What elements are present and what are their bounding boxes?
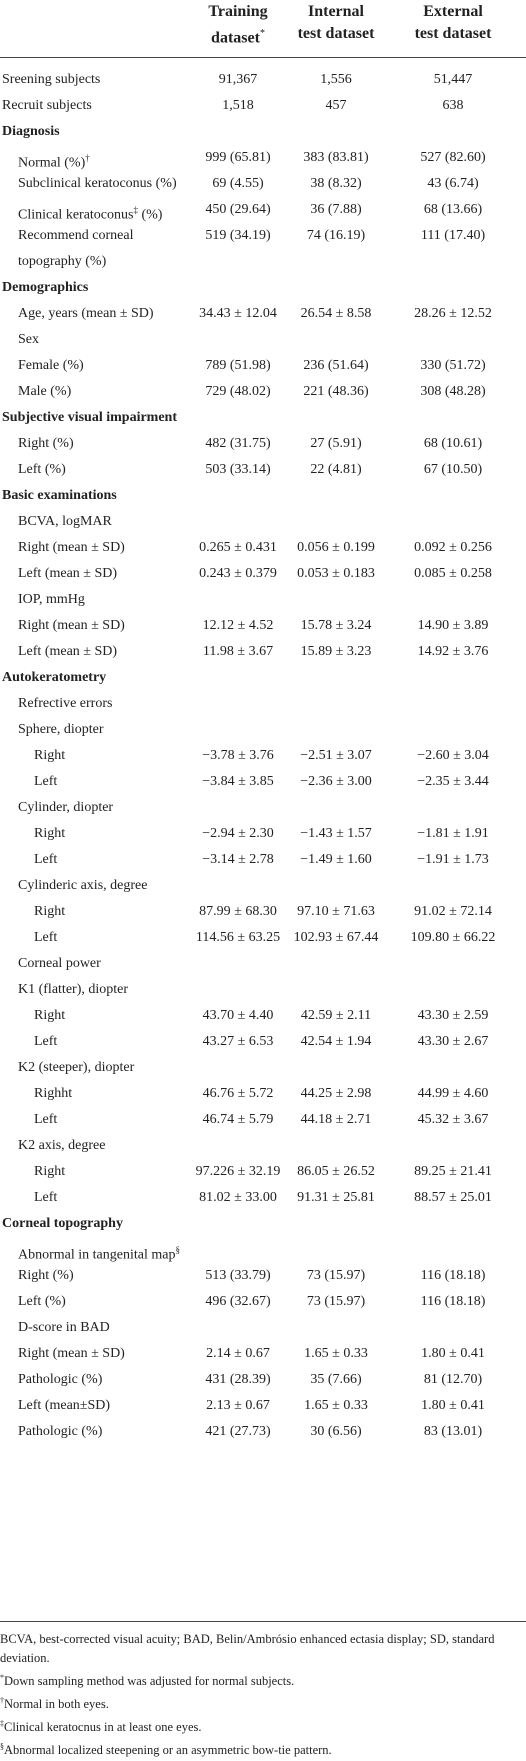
section-header-row [0,405,526,431]
cell-external: 1.80 ± 0.41 [421,1346,485,1361]
cell-external: 28.26 ± 12.52 [414,306,492,321]
header-training-text: dataset [211,29,260,47]
subheader-row [0,717,526,743]
cell-external: 88.57 ± 25.01 [414,1190,492,1205]
table-row [0,197,526,223]
row-label [34,925,57,951]
row-label-text: Right (mean ± SD) [18,618,125,633]
table-bottom-rule [0,1621,526,1622]
header-external-line2: test dataset [414,25,492,42]
subheader-row [0,509,526,535]
cell-external: 81 (12.70) [423,1372,483,1387]
row-label [2,67,100,93]
row-label [18,1289,66,1315]
cell-internal: 44.25 ± 2.98 [300,1086,372,1101]
row-label [18,639,117,665]
table-row [0,457,526,483]
cell-internal: −2.51 ± 3.07 [300,748,372,763]
cell-internal: 236 (51.64) [303,358,369,373]
row-label-text: Left (mean ± SD) [18,566,118,581]
cell-internal: 1.65 ± 0.33 [304,1346,368,1361]
cell-internal: −1.49 ± 1.60 [300,852,372,867]
row-label [18,561,117,587]
row-label-text: Right [34,1008,66,1023]
row-label [2,93,92,119]
row-label [34,1107,57,1133]
table-row [0,301,526,327]
cell-training: 519 (34.19) [205,228,271,243]
cell-external: 68 (10.61) [423,436,483,451]
table-row [0,1263,526,1289]
cell-training: 34.43 ± 12.04 [199,306,277,321]
table-row [0,613,526,639]
section-header-row [0,1211,526,1237]
row-label [18,457,66,483]
row-label [34,1159,65,1185]
footnote-mark: † [85,153,90,163]
table-row [0,1185,526,1211]
row-label-text: Left [34,1034,58,1049]
row-label-text: Left [34,852,58,867]
cell-training: 81.02 ± 33.00 [199,1190,277,1205]
cell-internal: 91.31 ± 25.81 [297,1190,375,1205]
cell-training: 43.70 ± 4.40 [202,1008,274,1023]
footnote-dagger-mark: † [0,1696,4,1706]
footnote-dagger-text: Normal in both eyes. [4,1697,109,1712]
subheader-row [0,691,526,717]
table-row [0,1289,526,1315]
cell-training: 482 (31.75) [205,436,271,451]
cell-external: 116 (18.18) [420,1268,486,1283]
row-label [34,769,57,795]
row-label [18,353,84,379]
table-row [0,769,526,795]
cell-training: 97.226 ± 32.19 [195,1164,281,1179]
row-label-text: K2 axis, degree [18,1138,106,1153]
row-label-text: Right (mean ± SD) [18,540,125,555]
table-row [0,925,526,951]
cell-external: 83 (13.01) [423,1424,483,1439]
row-label-text: Clinical keratoconus [18,207,134,223]
cell-internal: 0.053 ± 0.183 [297,566,375,581]
footnote-abbreviations: BCVA, best-corrected visual acuity; BAD, Belin/Ambrósio enhanced ectasia display; SD, standard deviation. [0,1632,495,1665]
table-row [0,1419,526,1445]
cell-internal: 97.10 ± 71.63 [297,904,375,919]
table-row [0,379,526,405]
row-label [18,1315,110,1341]
footnote-section-mark: § [0,1742,4,1752]
footnote-star-mark: * [0,1673,4,1682]
header-external-line1: External [423,3,483,20]
subheader-row [0,1055,526,1081]
cell-training: 46.76 ± 5.72 [202,1086,274,1101]
cell-internal: 1,556 [320,72,352,87]
cell-internal: 42.59 ± 2.11 [300,1008,372,1023]
row-label [18,1341,125,1367]
table-row [0,1393,526,1419]
table-row [0,561,526,587]
cell-training: 421 (27.73) [205,1424,271,1439]
cell-external: 116 (18.18) [420,1294,486,1309]
row-label-text: Sphere, diopter [18,722,104,737]
header-training-line1: Training [208,3,268,20]
row-label-text: Righht [34,1086,73,1101]
cell-external: 43.30 ± 2.67 [417,1034,489,1049]
cell-training: 87.99 ± 68.30 [199,904,277,919]
row-label-text: Age, years (mean ± SD) [18,306,154,321]
row-label-text: Recruit subjects [2,98,92,113]
cell-external: −2.35 ± 3.44 [417,774,489,789]
footnote-star-text: Down sampling method was adjusted for normal subjects. [4,1674,295,1689]
header-training [184,1,292,49]
footnote-double-dagger-mark: ‡ [0,1719,4,1729]
cell-internal: 22 (4.81) [310,462,362,477]
row-label [18,1133,105,1159]
row-label [2,275,88,301]
table-row [0,743,526,769]
subheader-row [0,873,526,899]
section-header-row [0,119,526,145]
row-label-text: Right (mean ± SD) [18,1346,125,1361]
footnote-double-dagger [0,1714,526,1737]
cell-external: 43.30 ± 2.59 [417,1008,489,1023]
row-label-text: Corneal topography [2,1216,123,1231]
cell-internal: 42.54 ± 1.94 [300,1034,372,1049]
cell-external: 44.99 ± 4.60 [417,1086,489,1101]
row-label-suffix: (%) [137,207,163,223]
table-row [0,847,526,873]
cell-internal: 383 (83.81) [303,150,369,165]
row-label-text: Right [34,826,66,841]
subheader-row [0,977,526,1003]
row-label [18,509,112,535]
cell-external: 45.32 ± 3.67 [417,1112,489,1127]
footnote-star [0,1668,526,1691]
row-label-text: Normal (%) [18,155,86,171]
cell-training: 11.98 ± 3.67 [202,644,274,659]
row-label [34,847,57,873]
row-label [18,1263,74,1289]
table-row [0,353,526,379]
cell-external: 89.25 ± 21.41 [414,1164,492,1179]
header-training-footnote-mark: * [259,28,265,39]
subheader-row [0,327,526,353]
row-label-text: Sex [18,332,39,347]
cell-training: 496 (32.67) [205,1294,271,1309]
header-internal-line2: test dataset [297,25,375,42]
table-row [0,639,526,665]
cell-training: 2.13 ± 0.67 [206,1398,270,1413]
header-rule [0,57,526,58]
table-row [0,821,526,847]
row-label-text: Right (%) [18,436,74,451]
row-label-text: Male (%) [18,384,72,399]
row-label [18,535,125,561]
row-label-text: Subjective visual impairment [2,410,177,425]
row-label [34,1003,65,1029]
row-label-text: Cylinder, diopter [18,800,114,815]
section-header-row [0,275,526,301]
cell-external: 0.092 ± 0.256 [414,540,492,555]
cell-internal: 26.54 ± 8.58 [300,306,372,321]
row-label [2,1211,123,1237]
cell-training: 513 (33.79) [205,1268,271,1283]
row-label-text: Right [34,748,66,763]
table-row [0,431,526,457]
row-label [18,1055,134,1081]
row-label-text: Right [34,1164,66,1179]
cell-internal: 35 (7.66) [310,1372,362,1387]
row-label [18,327,39,353]
cell-training: 450 (29.64) [205,202,271,217]
cell-internal: 44.18 ± 2.71 [300,1112,372,1127]
cell-external: −1.81 ± 1.91 [417,826,489,841]
table-row [0,145,526,171]
row-label-text: Refrective errors [18,696,113,711]
cell-external: 51,447 [433,72,473,87]
section-header-row [0,665,526,691]
cell-training: 999 (65.81) [205,150,271,165]
footnote-section-text: Abnormal localized steepening or an asymmetric bow-tie pattern. [4,1743,332,1758]
table-row [0,1081,526,1107]
subheader-row [0,951,526,977]
cell-training: −3.78 ± 3.76 [202,748,274,763]
row-label-text: Left [34,1190,58,1205]
row-label-text: Autokeratometry [2,670,107,685]
cell-internal: 74 (16.19) [306,228,366,243]
cell-training: 503 (33.14) [205,462,271,477]
cell-training: 12.12 ± 4.52 [202,618,274,633]
row-label-text: Abnormal in tangenital map [18,1247,176,1263]
cell-internal: 0.056 ± 0.199 [297,540,375,555]
cell-external: 109.80 ± 66.22 [410,930,496,945]
cell-training: 43.27 ± 6.53 [202,1034,274,1049]
cell-training: −2.94 ± 2.30 [202,826,274,841]
table-row [0,1107,526,1133]
row-label-line2: topography (%) [18,254,107,269]
table-row [0,1029,526,1055]
row-label [18,873,147,899]
footnote-mark: ‡ [133,205,138,215]
row-label [18,1367,102,1393]
row-label [18,717,104,743]
row-label [18,795,113,821]
row-label-text: K2 (steeper), diopter [18,1060,135,1075]
table-row [0,1003,526,1029]
header-external [380,1,526,45]
cell-internal: 102.93 ± 67.44 [293,930,379,945]
row-label-text: Sreening subjects [2,72,101,87]
row-label-text: Right [34,904,66,919]
footnote-double-dagger-text: Clinical keratocnus in at least one eyes. [4,1720,202,1735]
table-row [0,1159,526,1185]
cell-internal: 73 (15.97) [306,1268,366,1283]
table-row [0,223,526,275]
subheader-row [0,1237,526,1263]
cell-external: 0.085 ± 0.258 [414,566,492,581]
subheader-row [0,587,526,613]
row-label-text: Left [34,930,58,945]
row-label [18,301,154,327]
row-label [18,977,128,1003]
section-header-row [0,483,526,509]
cell-internal: 27 (5.91) [310,436,362,451]
cell-training: −3.14 ± 2.78 [202,852,274,867]
cell-training: 431 (28.39) [205,1372,271,1387]
cell-internal: 36 (7.88) [310,202,362,217]
cell-training: 114.56 ± 63.25 [195,930,281,945]
row-label [18,587,85,613]
cell-external: 330 (51.72) [420,358,486,373]
cell-training: 2.14 ± 0.67 [206,1346,270,1361]
row-label [2,483,117,509]
table-row [0,93,526,119]
row-label [18,431,74,457]
cell-external: 91.02 ± 72.14 [414,904,492,919]
cell-training: 91,367 [218,72,258,87]
subheader-row [0,795,526,821]
row-label [18,171,177,197]
row-label-text: Left (mean±SD) [18,1398,111,1413]
table-row [0,1367,526,1393]
row-label-text: Left [34,1112,58,1127]
row-label [34,1081,72,1107]
cell-external: 43 (6.74) [427,176,479,191]
cell-internal: 15.78 ± 3.24 [300,618,372,633]
row-label-text: Corneal power [18,956,101,971]
cell-training: 0.243 ± 0.379 [199,566,277,581]
header-internal [292,1,380,45]
table-header [0,0,526,54]
row-label [34,1185,57,1211]
row-label [2,665,106,691]
cell-training: 46.74 ± 5.79 [202,1112,274,1127]
row-label-text: Female (%) [18,358,84,373]
cell-training: 0.265 ± 0.431 [199,540,277,555]
cell-external: −1.91 ± 1.73 [417,852,489,867]
row-label-text: BCVA, logMAR [18,514,112,529]
row-label-text: Pathologic (%) [18,1424,103,1439]
cell-training: −3.84 ± 3.85 [202,774,274,789]
cell-internal: 86.05 ± 26.52 [297,1164,375,1179]
cell-external: −2.60 ± 3.04 [417,748,489,763]
footnote-section [0,1737,526,1760]
row-label-text: Left (mean ± SD) [18,644,118,659]
row-label [34,1029,57,1055]
cell-external: 14.92 ± 3.76 [417,644,489,659]
row-label [34,743,65,769]
row-label-text: IOP, mmHg [18,592,85,607]
table-row [0,171,526,197]
row-label-line1: Recommend corneal [18,228,134,243]
row-label [2,405,177,431]
row-label [18,1419,102,1445]
cell-training: 69 (4.55) [212,176,264,191]
cell-external: 67 (10.50) [423,462,483,477]
table-row [0,67,526,93]
table-row [0,1341,526,1367]
cell-internal: 221 (48.36) [303,384,369,399]
row-label-text: Left [34,774,58,789]
row-label [34,821,65,847]
subheader-row [0,1133,526,1159]
row-label [18,691,112,717]
subheader-row [0,1315,526,1341]
cell-external: 527 (82.60) [420,150,486,165]
row-label-text: Left (%) [18,462,66,477]
cell-internal: 1.65 ± 0.33 [304,1398,368,1413]
cell-external: 308 (48.28) [420,384,486,399]
row-label-text: Basic examinations [2,488,117,503]
row-label-text: Left (%) [18,1294,66,1309]
table-row [0,535,526,561]
cell-internal: −1.43 ± 1.57 [300,826,372,841]
footnote-mark: § [175,1245,180,1255]
cell-internal: 38 (8.32) [310,176,362,191]
cell-internal: −2.36 ± 3.00 [300,774,372,789]
cell-internal: 30 (6.56) [310,1424,362,1439]
row-label-text: D-score in BAD [18,1320,110,1335]
cell-training: 789 (51.98) [205,358,271,373]
row-label-text: Diagnosis [2,124,60,139]
row-label-text: Pathologic (%) [18,1372,103,1387]
cell-external: 638 [442,98,464,113]
row-label [2,119,60,145]
cell-external: 68 (13.66) [423,202,483,217]
row-label [18,379,71,405]
cell-external: 111 (17.40) [420,228,486,243]
row-label [34,899,65,925]
row-label [18,223,133,275]
row-label-text: Cylinderic axis, degree [18,878,148,893]
cell-external: 14.90 ± 3.89 [417,618,489,633]
row-label [18,1393,110,1419]
header-internal-line1: Internal [308,3,364,20]
row-label-text: Right (%) [18,1268,74,1283]
footnote-dagger [0,1691,526,1714]
cell-internal: 457 [325,98,347,113]
cell-training: 1,518 [222,98,254,113]
table-row [0,899,526,925]
cell-external: 1.80 ± 0.41 [421,1398,485,1413]
row-label [18,951,101,977]
cell-training: 729 (48.02) [205,384,271,399]
cell-internal: 73 (15.97) [306,1294,366,1309]
row-label-text: Subclinical keratoconus (%) [18,176,177,191]
header-training-line2 [184,23,292,49]
row-label-text: K1 (flatter), diopter [18,982,129,997]
row-label [18,613,125,639]
footnotes [0,1630,526,1761]
cell-internal: 15.89 ± 3.23 [300,644,372,659]
row-label-text: Demographics [2,280,89,295]
